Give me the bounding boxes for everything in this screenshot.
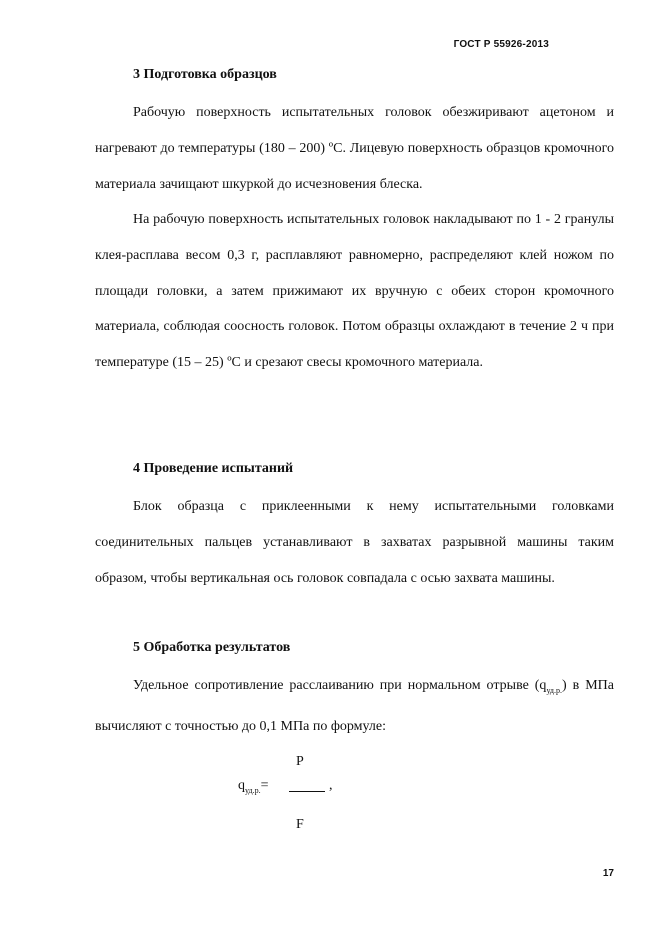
page-number: 17	[602, 868, 614, 879]
formula-symbol: q	[238, 778, 245, 793]
section-3-paragraph-2: На рабочую поверхность испытательных головок накладывают по 1 - 2 гранулы клея-расплава весом 0,3 г, расплавляют равномерно, распределяют клей ножом по площади головки, а затем прижимают их вручную с обеих сторон кромочного материала, соблюдая соосность головок. Потом образцы охлаждают в течение 2 ч при температуре (15 – 25) ºС и срезают свесы кромочного материала.	[95, 212, 614, 371]
section-5-text-after: ) в МПа вычисляют с точностью до 0,1 МПа по формуле:	[95, 678, 614, 734]
section-4-title: 4 Проведение испытаний	[133, 461, 294, 476]
section-5-paragraph	[95, 668, 614, 744]
section-5-subscript: уд.р.	[546, 685, 563, 695]
section-5-title: 5 Обработка результатов	[133, 640, 291, 655]
formula-equals: =	[260, 778, 269, 793]
section-3-paragraph-1: Рабочую поверхность испытательных головок обезжиривают ацетоном и нагревают до температуры (180 – 200) ºС. Лицевую поверхность образцов кромочного материала зачищают шкуркой до исчезновения блеска.	[95, 105, 614, 192]
section-5-text-before: Удельное сопротивление расслаиванию при нормальном отрыве (q	[133, 678, 547, 693]
section-4-paragraph: Блок образца с приклеенными к нему испытательными головками соединительных пальцев устанавливают в захватах разрывной машины таким образом, чтобы вертикальная ось головок совпадала с осью захвата машины.	[95, 499, 614, 586]
formula	[238, 754, 378, 838]
formula-subscript: уд.р.	[245, 785, 261, 795]
formula-comma: ,	[329, 778, 333, 793]
section-3-title: 3 Подготовка образцов	[133, 67, 277, 82]
formula-numerator: P	[296, 754, 304, 769]
standard-header: ГОСТ Р 55926-2013	[453, 39, 549, 50]
formula-denominator: F	[296, 817, 304, 832]
fraction-bar	[289, 791, 325, 792]
formula-lhs	[238, 778, 268, 795]
